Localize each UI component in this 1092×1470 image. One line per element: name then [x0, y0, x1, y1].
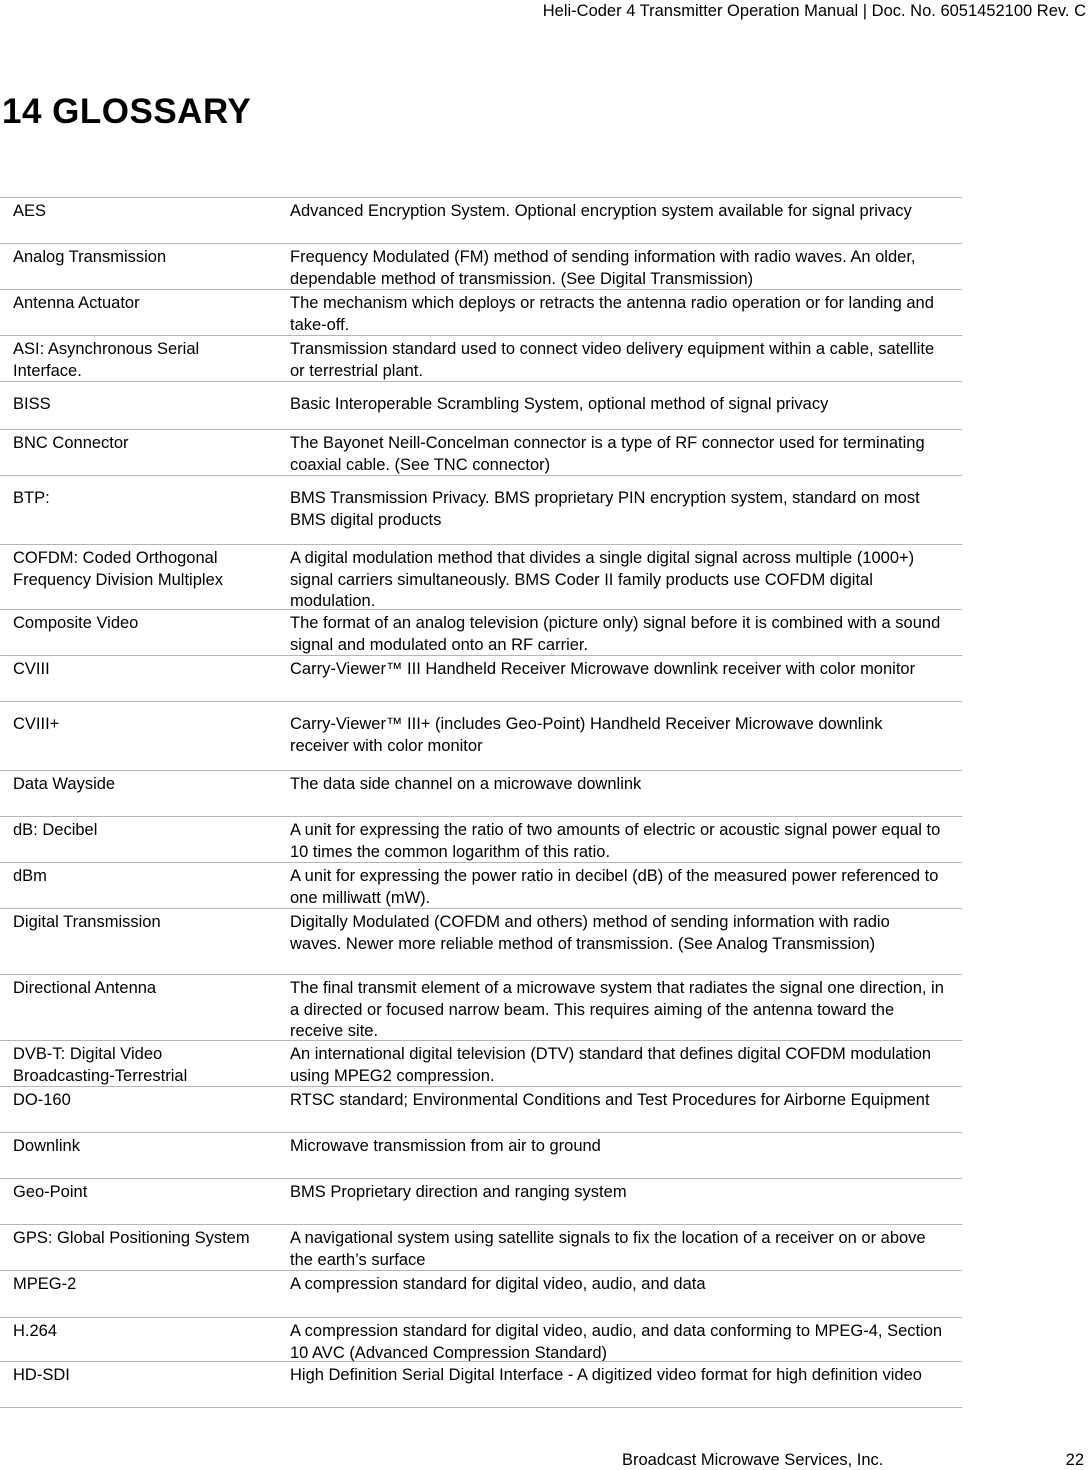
glossary-definition: Carry-Viewer™ III+ (includes Geo-Point) Handheld Receiver Microwave downlink receiver with color monitor [290, 715, 883, 755]
glossary-definition: A unit for expressing the ratio of two amounts of electric or acoustic signal power equal to 10 times the common logarithm of this ratio. [290, 821, 941, 861]
glossary-term: COFDM: Coded Orthogonal Frequency Division Multiplex [13, 549, 223, 589]
glossary-definition: The format of an analog television (picture only) signal before it is combined with a sound signal and modulated onto an RF carrier. [290, 614, 941, 654]
glossary-term: Data Wayside [13, 775, 116, 793]
glossary-row [0, 908, 962, 974]
glossary-row [0, 862, 962, 908]
glossary-row [0, 197, 962, 243]
glossary-definition: The Bayonet Neill-Concelman connector is a type of RF connector used for terminating coaxial cable. (See TNC connector) [290, 434, 925, 474]
glossary-term: Downlink [13, 1137, 80, 1155]
glossary-definition: The data side channel on a microwave downlink [290, 775, 642, 793]
glossary-row [0, 289, 962, 335]
glossary-term: Geo-Point [13, 1183, 88, 1201]
glossary-row [0, 1132, 962, 1178]
glossary-row [0, 429, 962, 475]
glossary-definition: High Definition Serial Digital Interface - A digitized video format for high definition video [290, 1366, 922, 1384]
glossary-term: Composite Video [13, 614, 139, 632]
glossary-term: Analog Transmission [13, 248, 167, 266]
glossary-term: DVB-T: Digital Video Broadcasting-Terrestrial [13, 1045, 188, 1085]
glossary-term: MPEG-2 [13, 1275, 77, 1293]
page-title: 14 GLOSSARY [2, 92, 252, 131]
glossary-term: CVIII+ [13, 715, 60, 733]
glossary-term: DO-160 [13, 1091, 71, 1109]
glossary-definition: Frequency Modulated (FM) method of sending information with radio waves. An older, dependable method of transmission. (See Digital Transmission) [290, 248, 916, 288]
glossary-definition: A compression standard for digital video, audio, and data conforming to MPEG-4, Section 10 AVC (Advanced Compression Standard) [290, 1322, 943, 1362]
glossary-term: BISS [13, 395, 51, 413]
glossary-row [0, 816, 962, 862]
glossary-definition: Microwave transmission from air to ground [290, 1137, 601, 1155]
glossary-definition: A navigational system using satellite signals to fix the location of a receiver on or above the earth’s surface [290, 1229, 926, 1269]
glossary-term: H.264 [13, 1322, 58, 1340]
glossary-definition: Basic Interoperable Scrambling System, optional method of signal privacy [290, 395, 829, 413]
glossary-term: BTP: [13, 489, 50, 507]
glossary-term: Directional Antenna [13, 979, 157, 997]
glossary-row [0, 701, 962, 770]
glossary-term: ASI: Asynchronous Serial Interface. [13, 340, 200, 380]
glossary-row [0, 770, 962, 816]
glossary-row [0, 609, 962, 655]
glossary-term: Digital Transmission [13, 913, 161, 931]
glossary-term: BNC Connector [13, 434, 129, 452]
glossary-row [0, 1040, 962, 1086]
glossary-row [0, 1086, 962, 1132]
glossary-definition: A compression standard for digital video, audio, and data [290, 1275, 706, 1293]
glossary-row [0, 1317, 962, 1361]
glossary-term: dB: Decibel [13, 821, 98, 839]
glossary-definition: The final transmit element of a microwave system that radiates the signal one direction, in a directed or focused narrow beam. This requires aiming of the antenna toward the receive site. [290, 979, 944, 1040]
glossary-definition: Advanced Encryption System. Optional encryption system available for signal privacy [290, 202, 912, 220]
glossary-definition: BMS Proprietary direction and ranging system [290, 1183, 627, 1201]
glossary-row [0, 655, 962, 701]
glossary-table [0, 197, 962, 1408]
footer-company: Broadcast Microwave Services, Inc. [622, 1451, 884, 1469]
glossary-term: CVIII [13, 660, 50, 678]
glossary-row [0, 1361, 962, 1408]
glossary-row [0, 1224, 962, 1270]
glossary-definition: RTSC standard; Environmental Conditions and Test Procedures for Airborne Equipment [290, 1091, 930, 1109]
glossary-term: Antenna Actuator [13, 294, 140, 312]
glossary-definition: An international digital television (DTV) standard that defines digital COFDM modulation using MPEG2 compression. [290, 1045, 932, 1085]
glossary-definition: The mechanism which deploys or retracts the antenna radio operation or for landing and take-off. [290, 294, 934, 334]
glossary-row [0, 381, 962, 429]
glossary-term: HD-SDI [13, 1366, 70, 1384]
glossary-definition: Digitally Modulated (COFDM and others) method of sending information with radio waves. Newer more reliable method of transmission. (See Analog Transmission) [290, 913, 890, 953]
glossary-definition: A unit for expressing the power ratio in decibel (dB) of the measured power referenced to one milliwatt (mW). [290, 867, 939, 907]
glossary-row [0, 243, 962, 289]
page-number: 22 [1065, 1451, 1084, 1469]
glossary-row [0, 1270, 962, 1317]
glossary-term: GPS: Global Positioning System [13, 1229, 250, 1247]
running-header: Heli-Coder 4 Transmitter Operation Manual | Doc. No. 6051452100 Rev. C [542, 2, 1086, 20]
glossary-definition: A digital modulation method that divides a single digital signal across multiple (1000+) signal carriers simultaneously. BMS Coder II family products use COFDM digital modulation. [290, 549, 915, 610]
glossary-definition: BMS Transmission Privacy. BMS proprietary PIN encryption system, standard on most BMS digital products [290, 489, 920, 529]
glossary-term: AES [13, 202, 47, 220]
glossary-definition: Transmission standard used to connect video delivery equipment within a cable, satellite or terrestrial plant. [290, 340, 935, 380]
glossary-term: dBm [13, 867, 47, 885]
glossary-row [0, 544, 962, 609]
glossary-definition: Carry-Viewer™ III Handheld Receiver Microwave downlink receiver with color monitor [290, 660, 916, 678]
glossary-row [0, 974, 962, 1040]
glossary-row [0, 475, 962, 544]
glossary-row [0, 335, 962, 381]
glossary-row [0, 1178, 962, 1224]
